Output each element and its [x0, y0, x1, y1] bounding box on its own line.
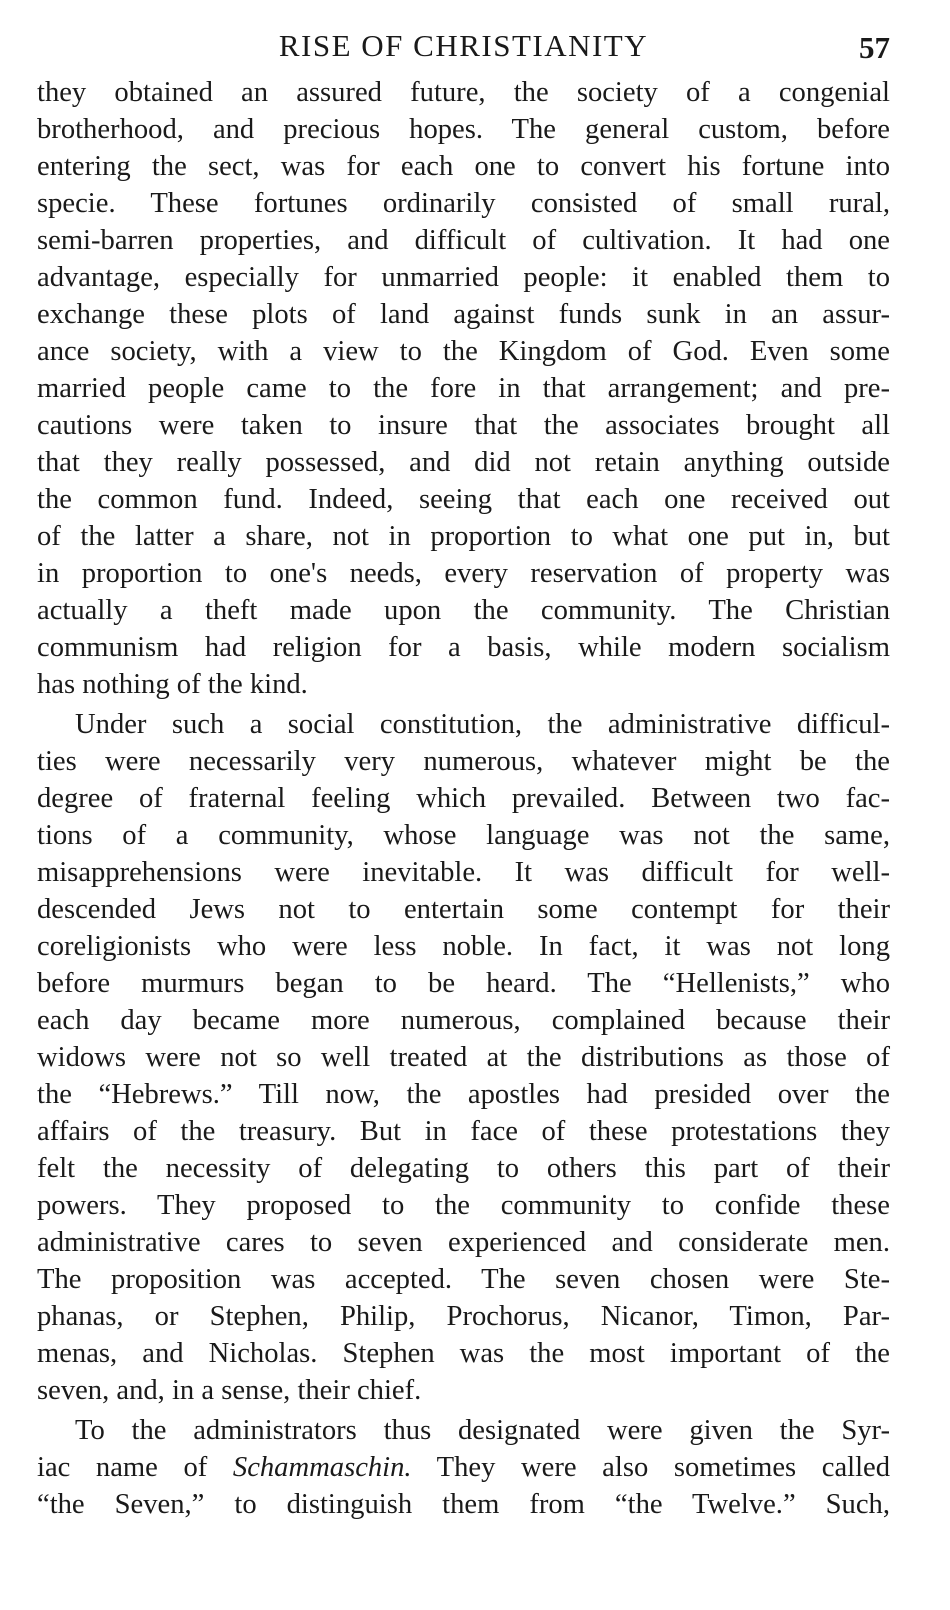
paragraph-3 [37, 1412, 890, 1523]
text-line: felt the necessity of delegating to others this part of their [37, 1153, 890, 1184]
paragraph-2 [37, 706, 890, 1409]
text-line: affairs of the treasury. But in face of these protestations they [37, 1116, 890, 1147]
running-head [37, 22, 890, 74]
text-line: before murmurs began to be heard. The “Hellenists,” who [37, 968, 890, 999]
text-line: brotherhood, and precious hopes. The general custom, before [37, 114, 890, 145]
text-line: phanas, or Stephen, Philip, Prochorus, Nicanor, Timon, Par- [37, 1301, 890, 1332]
text-line: “the Seven,” to distinguish them from “the Twelve.” Such, [37, 1489, 890, 1520]
text-segment: iac name of [37, 1452, 233, 1483]
page-number: 57 [859, 30, 890, 65]
text-line: each day became more numerous, complained because their [37, 1005, 890, 1036]
text-line: tions of a community, whose language was not the same, [37, 820, 890, 851]
text-line: cautions were taken to insure that the associates brought all [37, 410, 890, 441]
text-line: the “Hebrews.” Till now, the apostles had presided over the [37, 1079, 890, 1110]
text-line: The proposition was accepted. The seven chosen were Ste- [37, 1264, 890, 1295]
italic-term: Schammaschin. [232, 1452, 412, 1483]
text-line: married people came to the fore in that arrangement; and pre- [37, 373, 890, 404]
text-line: of the latter a share, not in proportion to what one put in, but [37, 521, 890, 552]
text-line: ance society, with a view to the Kingdom of God. Even some [37, 336, 890, 367]
text-line: descended Jews not to entertain some contempt for their [37, 894, 890, 925]
text-line: they obtained an assured future, the society of a congenial [37, 77, 890, 108]
text-line: seven, and, in a sense, their chief. [37, 1375, 422, 1406]
text-segment: They were also sometimes called [411, 1452, 891, 1483]
text-line: degree of fraternal feeling which prevailed. Between two fac- [37, 783, 890, 814]
book-page [37, 22, 890, 1523]
text-line: has nothing of the kind. [37, 669, 308, 700]
text-line: menas, and Nicholas. Stephen was the most important of the [37, 1338, 890, 1369]
text-line: actually a theft made upon the community. The Christian [37, 595, 890, 626]
text-line: coreligionists who were less noble. In fact, it was not long [37, 931, 890, 962]
text-line: administrative cares to seven experienced and considerate men. [37, 1227, 890, 1258]
body-text [37, 74, 890, 1523]
text-line: advantage, especially for unmarried people: it enabled them to [37, 262, 890, 293]
text-line: entering the sect, was for each one to convert his fortune into [37, 151, 890, 182]
text-line: in proportion to one's needs, every reservation of property was [37, 558, 890, 589]
text-line: ties were necessarily very numerous, whatever might be the [37, 746, 890, 777]
text-line: misapprehensions were inevitable. It was difficult for well- [37, 857, 890, 888]
text-line: specie. These fortunes ordinarily consisted of small rural, [37, 188, 890, 219]
text-line: that they really possessed, and did not retain anything outside [37, 447, 890, 478]
text-line: Under such a social constitution, the administrative difficul- [75, 709, 890, 740]
text-line: widows were not so well treated at the distributions as those of [37, 1042, 890, 1073]
text-line: To the administrators thus designated were given the Syr- [75, 1415, 890, 1446]
text-line: exchange these plots of land against funds sunk in an assur- [37, 299, 890, 330]
text-line: communism had religion for a basis, while modern socialism [37, 632, 890, 663]
text-line: semi-barren properties, and difficult of cultivation. It had one [37, 225, 890, 256]
running-title: RISE OF CHRISTIANITY [278, 28, 649, 63]
text-line [37, 1449, 890, 1486]
text-line: the common fund. Indeed, seeing that each one received out [37, 484, 890, 515]
text-line: powers. They proposed to the community to confide these [37, 1190, 890, 1221]
paragraph-1 [37, 74, 890, 703]
